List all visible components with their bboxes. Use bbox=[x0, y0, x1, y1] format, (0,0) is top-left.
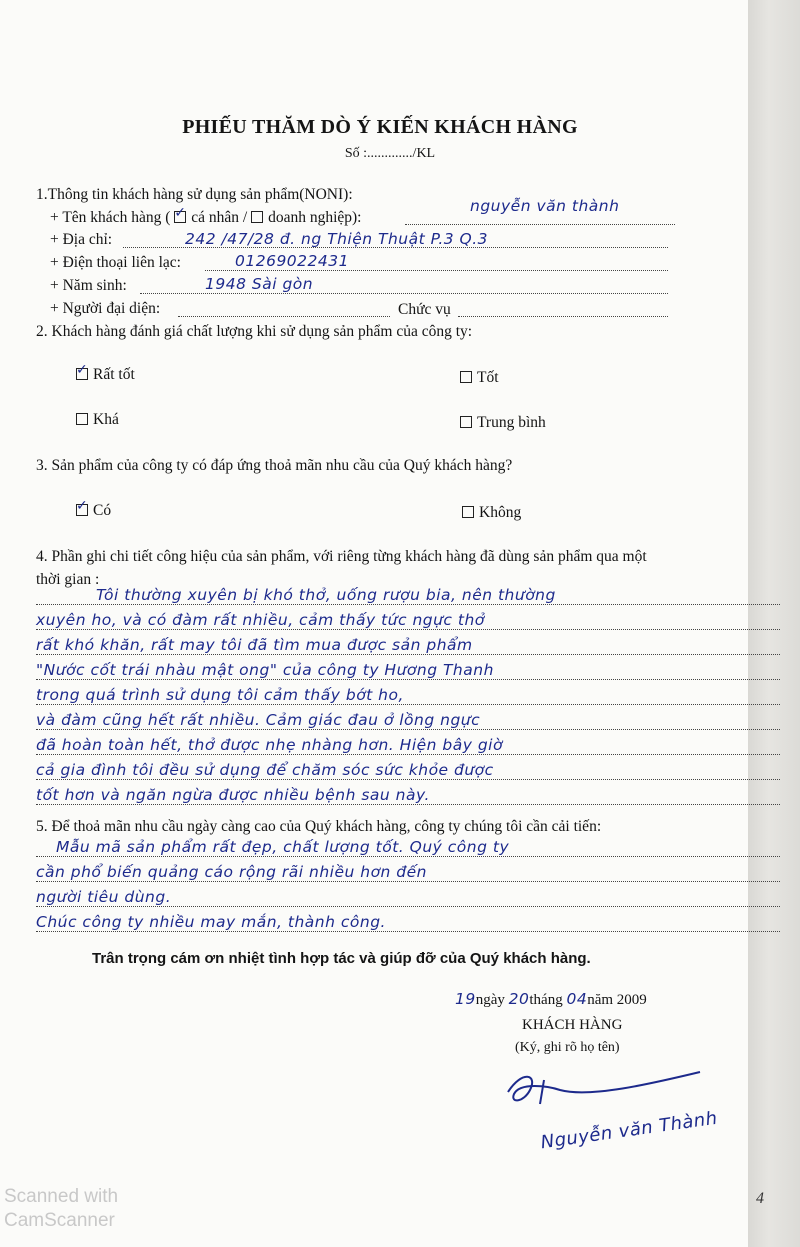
page-edge bbox=[748, 0, 800, 1247]
customer-name-label: + Tên khách hàng ( bbox=[50, 209, 171, 226]
answer-dotted-line bbox=[36, 704, 780, 705]
date-year-label: năm 2009 bbox=[587, 992, 647, 1008]
customer-label: KHÁCH HÀNG bbox=[522, 1017, 623, 1033]
customer-name-row bbox=[50, 209, 362, 227]
individual-label: cá nhân / bbox=[191, 209, 248, 226]
answer-dotted-line bbox=[36, 729, 780, 730]
answer-dotted-line bbox=[36, 629, 780, 630]
answer-line[interactable]: rất khó khăn, rất may tôi đã tìm mua được sản phẩm bbox=[36, 636, 473, 654]
individual-checkbox[interactable] bbox=[174, 211, 186, 223]
date-month[interactable]: 20 bbox=[508, 990, 530, 1008]
option-no[interactable] bbox=[462, 504, 521, 522]
customer-name-value[interactable]: nguyễn văn thành bbox=[470, 197, 620, 215]
answer-dotted-line bbox=[36, 906, 780, 907]
representative-dotted-line bbox=[178, 316, 390, 317]
section4-heading-line2: thời gian : bbox=[36, 571, 100, 588]
answer-line[interactable]: xuyên ho, và có đàm rất nhiều, cảm thấy tức ngực thở bbox=[36, 611, 485, 629]
no-checkbox[interactable] bbox=[462, 506, 474, 518]
answer-dotted-line bbox=[36, 856, 780, 857]
section4-heading-line1: 4. Phần ghi chi tiết công hiệu của sản phẩm, với riêng từng khách hàng đã dùng sản phẩm qua một bbox=[36, 548, 647, 565]
answer-line[interactable]: "Nước cốt trái nhàu mật ong" của công ty Hương Thanh bbox=[36, 661, 494, 679]
birth-value[interactable]: 1948 Sài gòn bbox=[205, 275, 314, 293]
representative-label: + Người đại diện: bbox=[50, 300, 161, 317]
position-dotted-line bbox=[458, 316, 668, 317]
answer-line[interactable]: trong quá trình sử dụng tôi cảm thấy bớt ho, bbox=[36, 686, 404, 704]
answer-line[interactable]: đã hoàn toàn hết, thở được nhẹ nhàng hơn. Hiện bây giờ bbox=[36, 736, 503, 754]
average-label: Trung bình bbox=[477, 414, 546, 431]
sign-hint: (Ký, ghi rõ họ tên) bbox=[515, 1040, 620, 1055]
answer-line[interactable]: cần phổ biến quảng cáo rộng rãi nhiều hơn đến bbox=[36, 863, 428, 881]
answer-line[interactable]: Chúc công ty nhiều may mắn, thành công. bbox=[36, 913, 386, 931]
very-good-label: Rất tốt bbox=[93, 366, 135, 383]
phone-dotted-line bbox=[205, 270, 668, 271]
section3-heading: 3. Sản phẩm của công ty có đáp ứng thoả mãn nhu cầu của Quý khách hàng? bbox=[36, 457, 513, 474]
signature-mark bbox=[500, 1060, 710, 1120]
yes-label: Có bbox=[93, 502, 112, 519]
answer-dotted-line bbox=[36, 654, 780, 655]
form-number: Số :............./KL bbox=[344, 146, 436, 161]
average-checkbox[interactable] bbox=[460, 416, 472, 428]
section5-heading: 5. Để thoả mãn nhu cầu ngày càng cao của Quý khách hàng, công ty chúng tôi cần cải tiến: bbox=[36, 818, 602, 835]
answer-dotted-line bbox=[36, 881, 780, 882]
yes-checkbox[interactable] bbox=[76, 504, 88, 516]
signer-name: Nguyễn văn Thành bbox=[539, 1107, 719, 1154]
option-very-good[interactable] bbox=[76, 366, 135, 384]
answer-line[interactable]: tốt hơn và ngăn ngừa được nhiều bệnh sau này. bbox=[36, 786, 430, 804]
answer-dotted-line bbox=[36, 931, 780, 932]
phone-value[interactable]: 01269022431 bbox=[235, 252, 349, 270]
fair-checkbox[interactable] bbox=[76, 413, 88, 425]
option-yes[interactable] bbox=[76, 502, 111, 520]
form-title: PHIẾU THĂM DÒ Ý KIẾN KHÁCH HÀNG bbox=[182, 116, 578, 138]
no-label: Không bbox=[479, 504, 522, 521]
option-average[interactable] bbox=[460, 414, 546, 432]
date-month-value[interactable]: 04 bbox=[566, 990, 588, 1008]
phone-label: + Điện thoại liên lạc: bbox=[50, 254, 181, 271]
option-fair[interactable] bbox=[76, 411, 119, 429]
answer-dotted-line bbox=[36, 754, 780, 755]
address-value[interactable]: 242 /47/28 đ. ng Thiện Thuật P.3 Q.3 bbox=[185, 230, 489, 248]
birth-label: + Năm sinh: bbox=[50, 277, 127, 294]
very-good-checkbox[interactable] bbox=[76, 368, 88, 380]
date-day[interactable]: 19 bbox=[455, 990, 476, 1008]
answer-line[interactable]: cả gia đình tôi đều sử dụng để chăm sóc sức khỏe được bbox=[36, 761, 494, 779]
watermark-line1: Scanned with bbox=[4, 1186, 119, 1207]
answer-line[interactable]: người tiêu dùng. bbox=[36, 888, 172, 906]
thanks-text: Trân trọng cám ơn nhiệt tình hợp tác và giúp đỡ của Quý khách hàng. bbox=[92, 950, 591, 967]
section2-heading: 2. Khách hàng đánh giá chất lượng khi sử dụng sản phẩm của công ty: bbox=[36, 323, 473, 340]
answer-dotted-line bbox=[36, 779, 780, 780]
answer-line[interactable]: và đàm cũng hết rất nhiều. Cảm giác đau ở lồng ngực bbox=[36, 711, 481, 729]
section1-heading: 1.Thông tin khách hàng sử dụng sản phẩm(NONI): bbox=[36, 186, 353, 203]
answer-line[interactable]: Tôi thường xuyên bị khó thở, uống rượu bia, nên thường bbox=[96, 586, 556, 604]
fair-label: Khá bbox=[93, 411, 119, 428]
date-day-label: ngày bbox=[475, 992, 505, 1008]
address-label: + Địa chỉ: bbox=[50, 231, 113, 248]
answer-dotted-line bbox=[36, 679, 780, 680]
birth-dotted-line bbox=[140, 293, 668, 294]
position-label: Chức vụ bbox=[398, 301, 451, 318]
good-checkbox[interactable] bbox=[460, 371, 472, 383]
answer-dotted-line bbox=[36, 804, 780, 805]
date-month-label: tháng bbox=[529, 992, 563, 1008]
watermark-line2: CamScanner bbox=[4, 1210, 115, 1231]
good-label: Tốt bbox=[477, 369, 499, 386]
business-checkbox[interactable] bbox=[251, 211, 263, 223]
option-good[interactable] bbox=[460, 369, 499, 387]
name-dotted-line bbox=[405, 224, 675, 225]
date-line bbox=[455, 990, 647, 1009]
page-number: 4 bbox=[756, 1190, 764, 1207]
answer-dotted-line bbox=[36, 604, 780, 605]
answer-line[interactable]: Mẫu mã sản phẩm rất đẹp, chất lượng tốt. Quý công ty bbox=[56, 838, 510, 856]
business-label: doanh nghiệp): bbox=[268, 209, 362, 226]
